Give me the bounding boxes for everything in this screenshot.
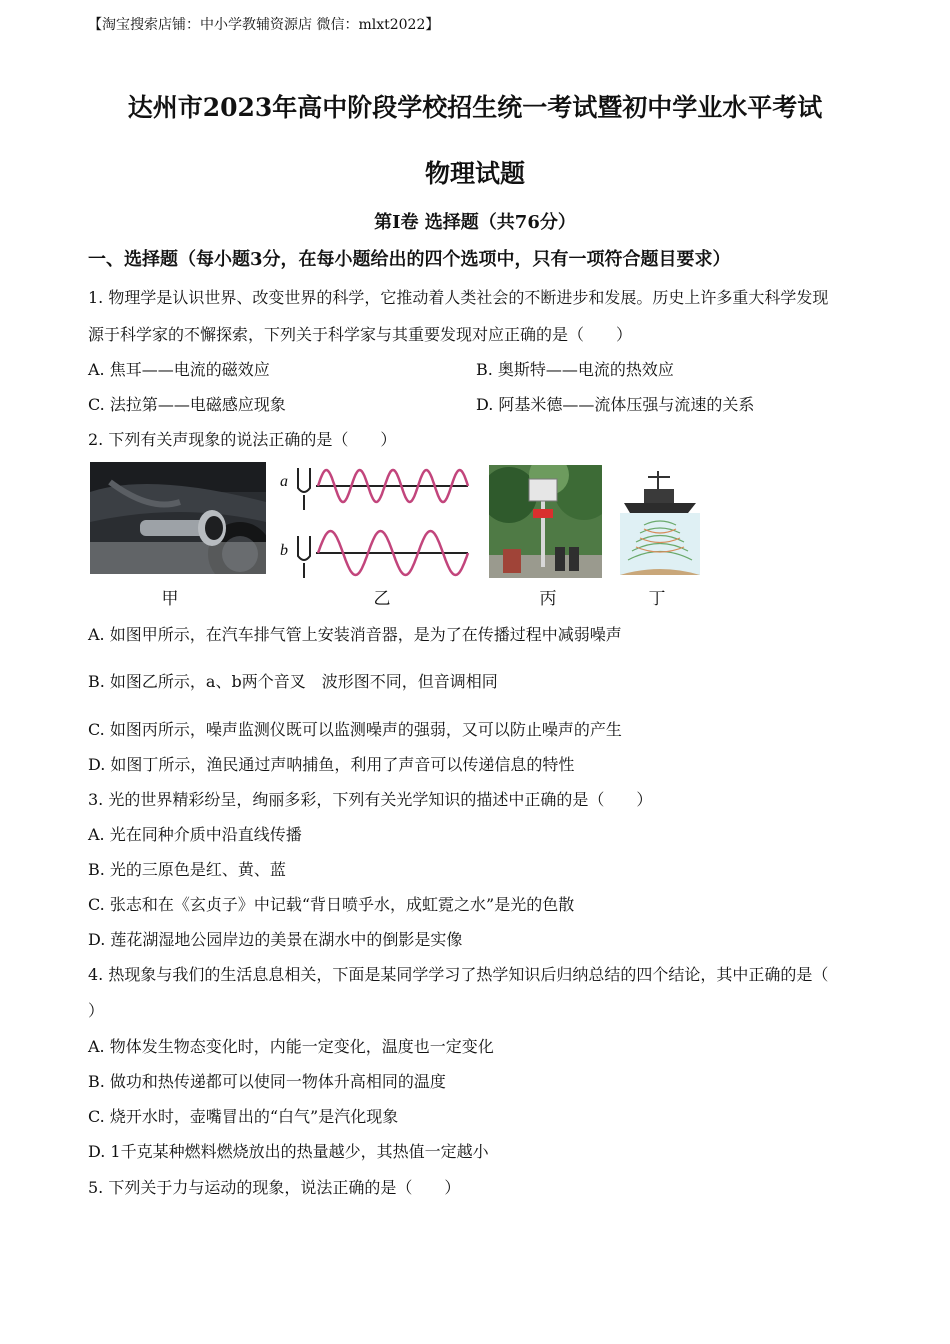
q1-stem-line1: 1. 物理学是认识世界、改变世界的科学，它推动着人类社会的不断进步和发展。历史上许多重大科学发现 [88,288,829,307]
q4-option-b: B. 做功和热传递都可以使同一物体升高相同的温度 [88,1072,446,1091]
q4-stem-line1: 4. 热现象与我们的生活息息相关，下面是某同学学习了热学知识后归纳总结的四个结论，其中正确的是（ [88,965,829,984]
figure-caption-jia: 甲 [161,589,179,609]
q3-stem: 3. 光的世界精彩纷呈，绚丽多彩，下列有关光学知识的描述中正确的是（ ） [88,790,653,809]
fork-a-label: a [280,473,288,490]
header-note: 【淘宝搜索店铺：中小学教辅资源店 微信：mlxt2022】 [88,17,440,33]
q4-stem-line2: ） [88,1001,105,1020]
q1-stem-line2: 源于科学家的不懈探索，下列关于科学家与其重要发现对应正确的是（ ） [88,325,633,344]
q2-option-a: A. 如图甲所示，在汽车排气管上安装消音器，是为了在传播过程中减弱噪声 [88,625,622,644]
q2-option-c: C. 如图丙所示，噪声监测仪既可以监测噪声的强弱，又可以防止噪声的产生 [88,720,622,739]
q4-option-d: D. 1千克某种燃料燃烧放出的热量越少，其热值一定越小 [88,1142,489,1161]
q5-stem: 5. 下列关于力与运动的现象，说法正确的是（ ） [88,1178,461,1197]
subject-title: 物理试题 [424,159,525,188]
figure-ding-sonar-boat [618,465,702,580]
tuning-fork-a [298,468,310,510]
q2-option-d: D. 如图丁所示，渔民通过声呐捕鱼，利用了声音可以传递信息的特性 [88,755,575,774]
q1-option-b: B. 奥斯特——电流的热效应 [476,360,674,379]
figure-bing-noise-monitor [489,465,602,578]
q1-option-a: A. 焦耳——电流的磁效应 [88,360,270,379]
figure-jia-car-exhaust [90,462,266,574]
figure-yi-tuning-fork-waves [278,462,474,580]
q2-option-b: B. 如图乙所示，a、b两个音叉 波形图不同，但音调相同 [88,672,498,691]
q3-option-a: A. 光在同种介质中沿直线传播 [88,825,302,844]
figure-caption-ding: 丁 [648,589,666,609]
q2-stem: 2. 下列有关声现象的说法正确的是（ ） [88,430,397,449]
part-title: 一、选择题（每小题3分，在每小题给出的四个选项中，只有一项符合题目要求） [88,249,731,270]
q4-option-c: C. 烧开水时，壶嘴冒出的“白气”是汽化现象 [88,1107,399,1126]
tuning-fork-b [298,536,310,578]
exam-title: 达州市2023年高中阶段学校招生统一考试暨初中学业水平考试 [127,93,823,122]
q4-option-a: A. 物体发生物态变化时，内能一定变化，温度也一定变化 [88,1037,494,1056]
q1-option-d: D. 阿基米德——流体压强与流速的关系 [476,395,755,414]
q3-option-d: D. 莲花湖湿地公园岸边的美景在湖水中的倒影是实像 [88,930,463,949]
q3-option-b: B. 光的三原色是红、黄、蓝 [88,860,286,879]
figure-caption-bing: 丙 [539,589,557,609]
figure-caption-yi: 乙 [373,589,391,609]
q1-option-c: C. 法拉第——电磁感应现象 [88,395,286,414]
q3-option-c: C. 张志和在《玄贞子》中记载“背日喷乎水，成虹霓之水”是光的色散 [88,895,575,914]
fork-b-label: b [280,542,288,559]
section-title: 第Ⅰ卷 选择题（共76分） [374,212,576,233]
